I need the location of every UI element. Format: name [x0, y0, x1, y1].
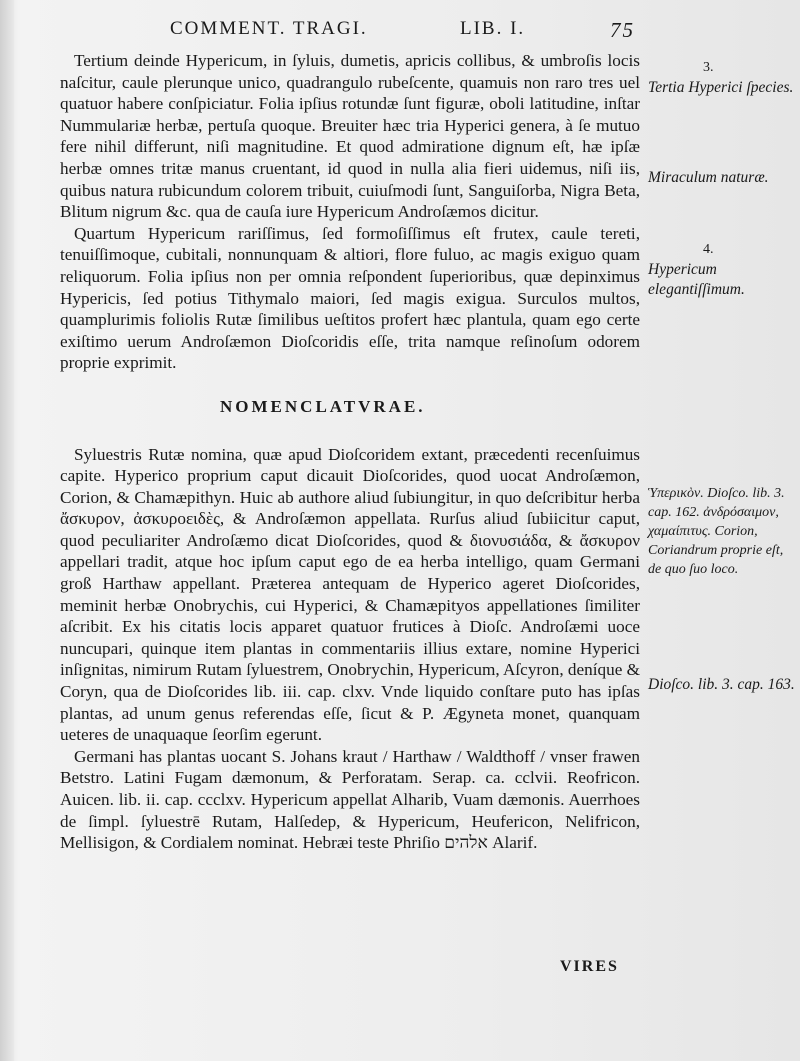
margin-note	[648, 58, 798, 98]
section-heading: NOMENCLATVRAE.	[220, 396, 426, 416]
margin-note	[648, 240, 798, 300]
margin-note-text: Miraculum naturæ.	[648, 169, 769, 186]
running-header	[170, 18, 640, 48]
margin-note-text: Ὑπερικὸν. Dioſco. lib. 3. cap. 162. ἀνδρόσαιμον, χαμαίπιτυς. Corion, Coriandrum proprie eſt, de quo ſuo loco.	[648, 486, 785, 577]
page-gutter	[0, 0, 14, 1061]
margin-note	[648, 484, 798, 579]
margin-note-text: Dioſco. lib. 3. cap. 163.	[648, 676, 795, 693]
header-book: LIB. I.	[460, 18, 526, 39]
paragraph: Tertium deinde Hypericum, in ſyluis, dumetis, apricis collibus, & umbroſis locis naſcitur, caule plerunque unico, quadrangulo rubeſcente, quamuis non raro tres uel quatuor habere conſpiciatur. Folia ipſius rotundæ ſunt figuræ, oboli latitudine, inſtar Nummulariæ herbæ, pertuſa quoque. Breuiter hæc tria Hyperici genera, à ſe mutuo fere nihil differunt, niſi magnitudine. Et quod admiratione dignum eſt, hæ ipſæ herbæ omnes tritæ manus cruentant, id quod in nulla alia fieri uidemus, niſi iis, quibus natura rubicundum colorem tribuit, cuiuſmodi ſunt, Sanguiſorba, Nigra Beta, Blitum nigrum &c. qua de cauſa iure Hypericum Androſæmos dicitur.	[60, 51, 640, 222]
margin-note	[648, 675, 798, 695]
margin-note-text: Tertia Hyperici ſpecies.	[648, 79, 794, 96]
paragraph: Quartum Hypericum rariſſimus, ſed formoſiſſimus eſt frutex, caule tereti, tenuiſſimoque, cubitali, nonnunquam & altiori, flore fuluo, ac magis exiguo quam reliquorum. Folia ipſius non per omnia reſpondent ſuperioribus, quæ depinximus Hypericis, ſed potius Tithymalo maiori, ſed magis exigua. Surculos multos, quamplurimis foliolis Rutæ ſimilibus ueſtitos profert hæc plantula, quam ego certe exiſtimo uerum Androſæmon Dioſcoridis eſſe, trita namque reſinoſum odorem proprie exprimit.	[60, 223, 640, 373]
catchword: VIRES	[560, 958, 619, 975]
margin-note-text: Hypericum elegantiſſimum.	[648, 261, 745, 298]
margin-note-number: 3.	[703, 60, 714, 75]
page-number: 75	[610, 18, 635, 42]
paragraph: Germani has plantas uocant S. Johans kraut / Harthaw / Waldthoff / vnser frawen Betstro. Latini Fugam dæmonum, & Perforatam. Serap. ca. cclvii. Reofricon. Auicen. lib. ii. cap. ccclxv. Hypericum appellat Alharib, Vuam dæmonis. Auerrhoes de ſimpl. ſyluestrē Rutam, Halſedep, & Hypericum, Heufericon, Nelifricon, Mellisigon, & Cordialem nominat. Hebræi teste Phriſio אלהים Alarif.	[60, 746, 640, 853]
header-title: COMMENT. TRAGI.	[170, 18, 368, 39]
margin-note	[648, 168, 798, 188]
paragraph: Syluestris Rutæ nomina, quæ apud Dioſcoridem extant, præcedenti recenſuimus capite. Hyperico proprium caput dicauit Dioſcorides, quod uocat Androſæmon, Corion, & Chamæpithyn. Huic ab authore aliud ſubiungitur, in quo deſcribitur herba ἄσκυρον, ἀσκυροειδὲς, & Androſæmon appellata. Rurſus aliud ſubiicitur caput, quod peculiariter Androſæmo dicat Dioſcorides, quod & διονυσιάδα, & ἄσκυρον appellari tradit, atque hoc ipſum caput ego de ea herba intelligo, quam Germani groß Harthaw appellant. Præterea antequam de Hyperico ageret Dioſcorides, meminit herbæ Onobrychis, cui Hyperici, & Chamæpityos appellationes ſimiliter aſcribit. Ex his citatis locis apparet quatuor frutices à Dioſc. Androſæmi uoce nuncupari, quinque item plantas in commentariis illius extare, nomine Hyperici inſignitas, nimirum Rutam ſyluestrem, Onobrychin, Hypericum, Aſcyron, deníque & Coryn, qua de Dioſcorides lib. iii. cap. clxv. Vnde liquido conſtare puto has ipſas plantas, ad unum genus referendas eſſe, ſicut & P. Ægyneta monet, quanquam ueteres de unaquaque ſeorſim egerunt.	[60, 444, 640, 745]
margin-note-number: 4.	[703, 242, 714, 257]
main-text	[60, 50, 640, 854]
